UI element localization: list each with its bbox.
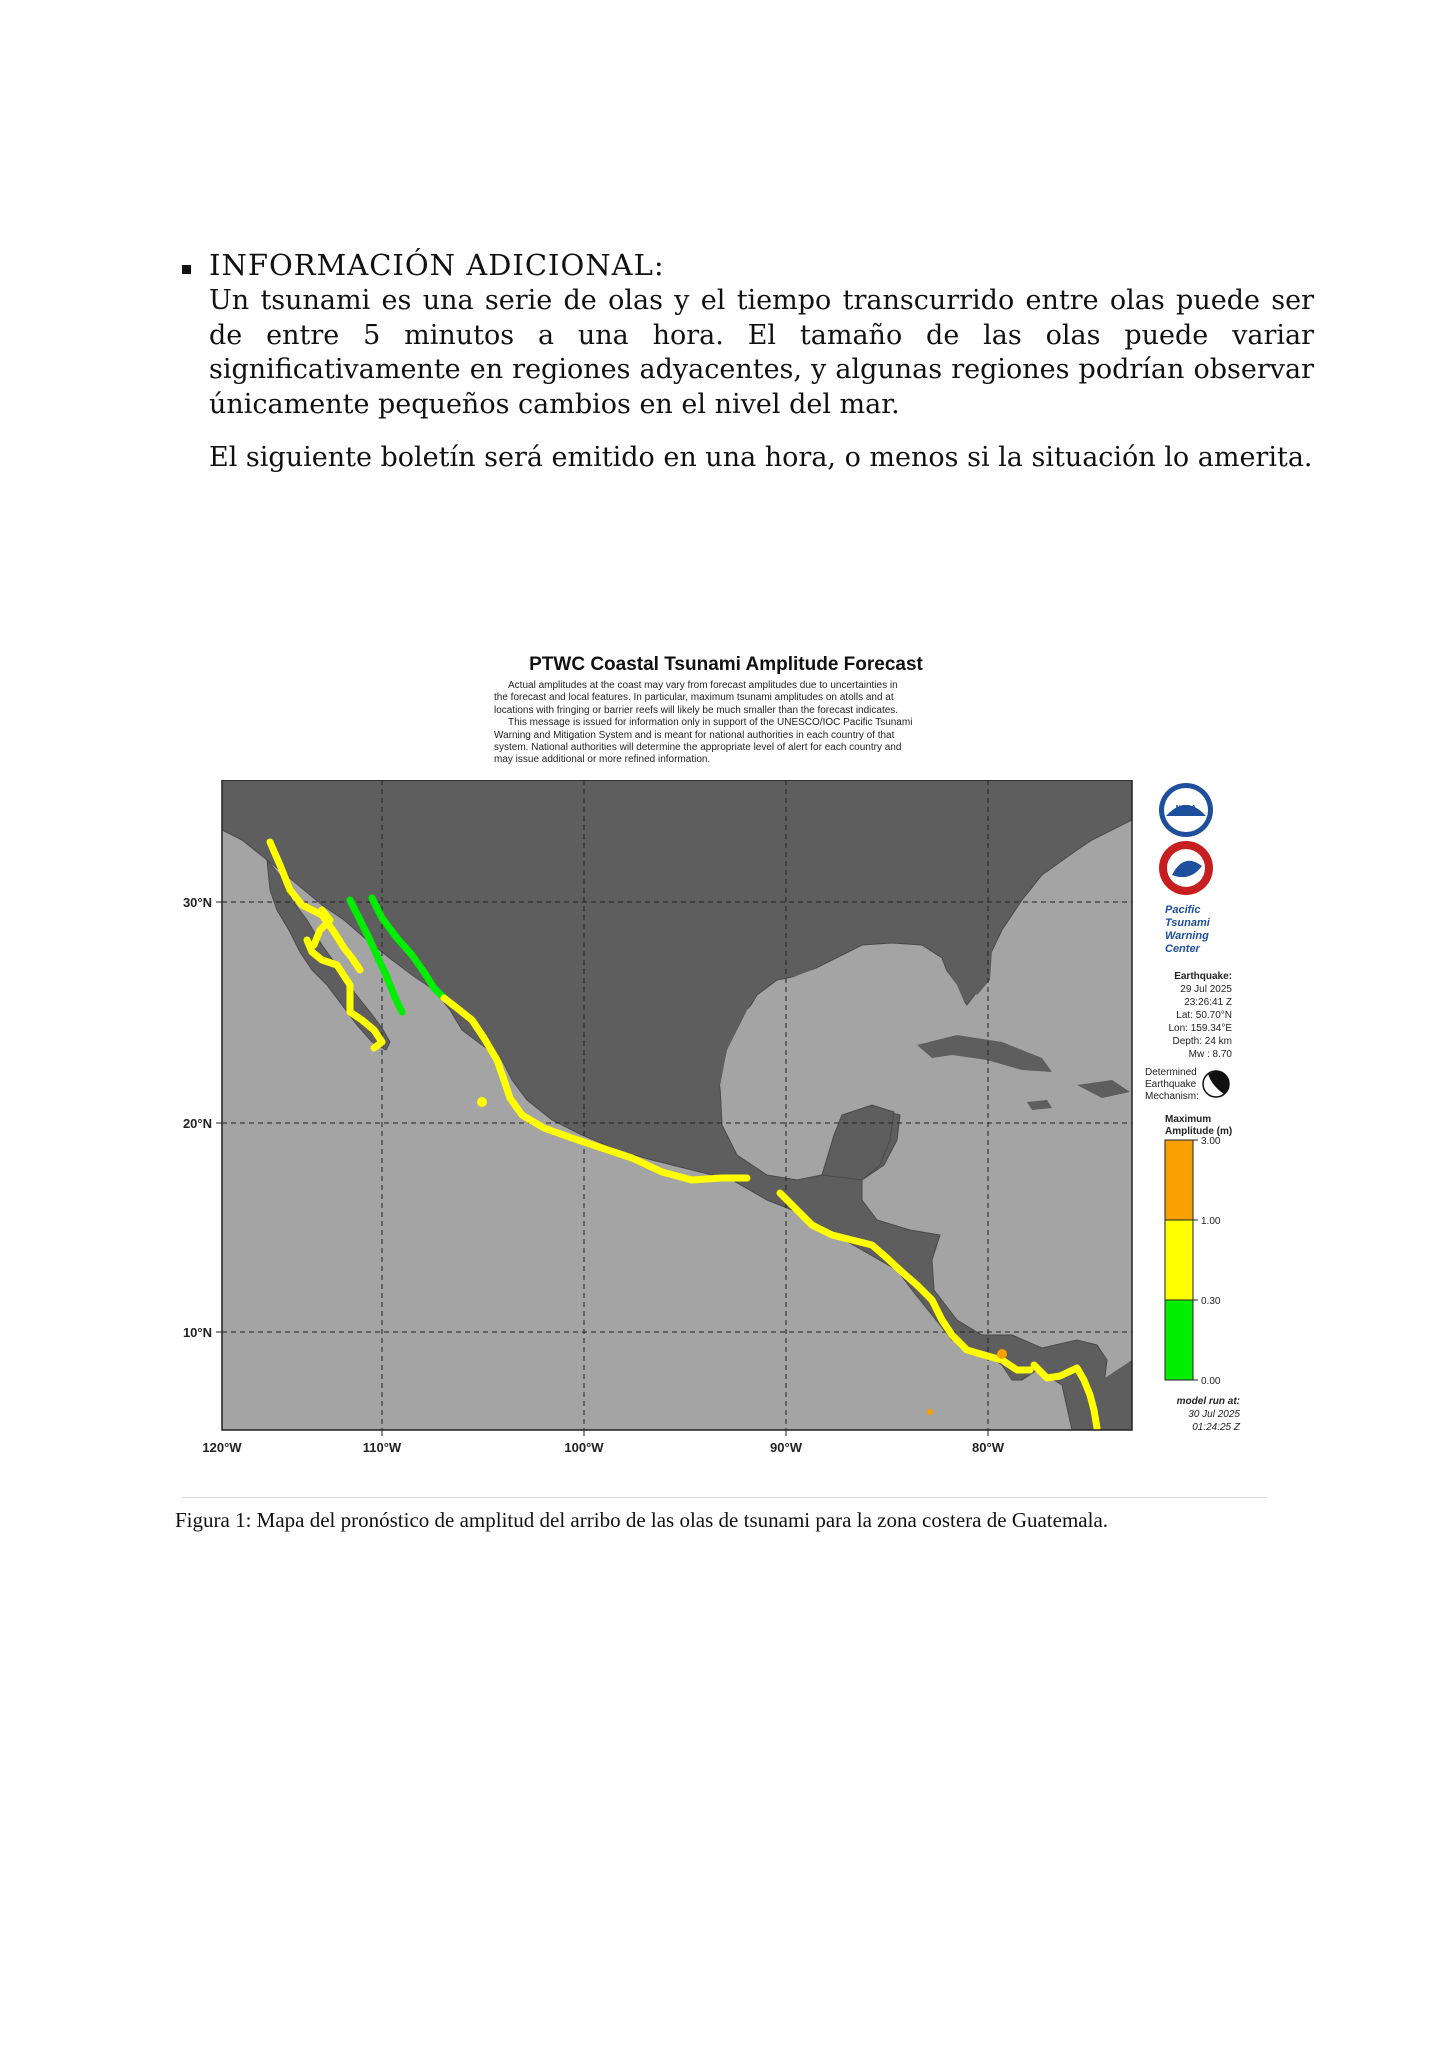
eq-lat: Lat: 50.70°N [1176,1010,1232,1021]
lon-label-120: 120°W [202,1440,242,1455]
focal-mechanism-icon [1203,1071,1229,1097]
lat-label-20: 20°N [182,1116,212,1131]
eq-magnitude: Mw : 8.70 [1188,1049,1232,1060]
forecast-map-svg [172,780,1277,1460]
noaa-logo-text: NOAA [1175,805,1197,812]
mechanism-label-3: Mechanism: [1145,1091,1199,1102]
eq-depth: Depth: 24 km [1172,1036,1232,1047]
figure-title: PTWC Coastal Tsunami Amplitude Forecast [529,654,923,675]
info-panel [1145,783,1241,1433]
figure-divider [182,1497,1267,1498]
legend-tick-3: 3.00 [1201,1136,1221,1147]
forecast-point-orange-costa-rica [997,1349,1007,1359]
noaa-logo [1159,783,1213,837]
forecast-point-orange-offshore [927,1409,933,1415]
legend-swatch-orange [1165,1140,1193,1220]
disclaimer-paragraph-1: Actual amplitudes at the coast may vary from forecast amplitudes due to uncertainties in the forecast and local features. In particular, maximum tsunami amplitudes on atolls and at locations with fringing or barrier reefs will likely be much smaller than the forecast indicates. [494,680,899,716]
legend-swatch-green [1165,1300,1193,1380]
figure-disclaimer [494,680,914,767]
lat-label-10: 10°N [182,1325,212,1340]
legend-tick-0: 0.00 [1201,1376,1221,1387]
bullet-marker [182,265,191,274]
map-area [222,780,1132,1430]
amplitude-legend [1165,1140,1198,1380]
eq-lon: Lon: 159.34°E [1168,1023,1232,1034]
mechanism-label-1: Determined [1145,1067,1197,1078]
disclaimer-paragraph-2: This message is issued for information only in support of the UNESCO/IOC Pacific Tsunami Warning and Mitigation System and is meant for national authorities in each country of that system. National authorities will determine the appropriate level of alert for each country and may issue additional or more refined information. [494,717,913,766]
nws-logo [1159,841,1213,895]
lon-label-100: 100°W [564,1440,604,1455]
legend-swatch-yellow [1165,1220,1193,1300]
legend-title-1: Maximum [1165,1114,1212,1125]
forecast-islands-revillagigedo [477,1097,487,1107]
legend-title-2: Amplitude (m) [1165,1126,1233,1137]
legend-tick-0-3: 0.30 [1201,1296,1221,1307]
ptwc-name-line-3: Warning [1165,930,1209,942]
eq-time: 23:26:41 Z [1184,997,1232,1008]
lon-label-90: 90°W [770,1440,802,1455]
eq-heading: Earthquake: [1174,971,1232,982]
ptwc-name-line-4: Center [1165,943,1200,955]
ptwc-name-line-2: Tsunami [1165,917,1210,929]
lon-label-110: 110°W [362,1440,402,1455]
model-run-time: 01:24:25 Z [1192,1422,1240,1433]
figure-caption: Figura 1: Mapa del pronóstico de amplitud del arribo de las olas de tsunami para la zona costera de Guatemala. [175,1508,1109,1532]
tsunami-description-paragraph: Un tsunami es una serie de olas y el tiempo transcurrido entre olas puede ser de entre 5 minutos a una hora. El tamaño de las olas puede variar significativamente en regiones adyacentes, y algunas regiones podrían observar únicamente pequeños cambios en el nivel del mar. [209,285,1314,420]
lat-label-30: 30°N [182,895,212,910]
next-bulletin-paragraph: El siguiente boletín será emitido en una hora, o menos si la situación lo amerita. [209,442,1313,473]
mechanism-label-2: Earthquake [1145,1079,1197,1090]
section-heading: INFORMACIÓN ADICIONAL: [209,248,665,282]
lon-label-80: 80°W [972,1440,1004,1455]
ptwc-name-line-1: Pacific [1165,904,1201,916]
eq-date: 29 Jul 2025 [1180,984,1232,995]
model-run-label: model run at: [1176,1396,1240,1407]
model-run-date: 30 Jul 2025 [1188,1409,1240,1420]
legend-tick-1: 1.00 [1201,1216,1221,1227]
